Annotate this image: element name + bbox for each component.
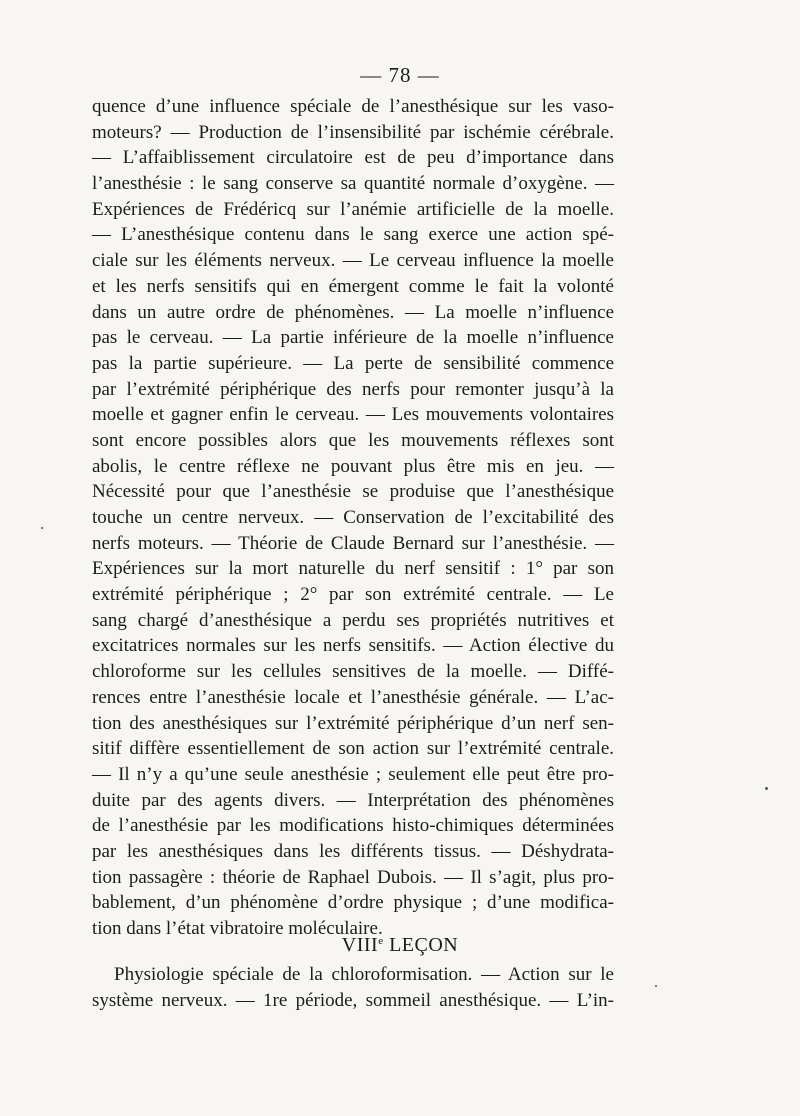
text-line: nerfs moteurs. — Théorie de Claude Bernard sur l’anesthésie. —	[92, 532, 614, 554]
paper-speck	[655, 985, 657, 987]
text-line: système nerveux. — 1re période, sommeil anesthésique. — L’in-	[92, 989, 614, 1011]
text-line: Nécessité pour que l’anesthésie se produise que l’anesthésique	[92, 481, 614, 503]
text-line: chloroforme sur les cellules sensitives de la moelle. — Diffé-	[92, 661, 614, 683]
paper-speck	[765, 787, 768, 790]
text-line: — L’affaiblissement circulatoire est de peu d’importance dans	[92, 147, 614, 169]
text-line: touche un centre nerveux. — Conservation de l’excitabilité des	[92, 507, 614, 528]
paper-speck	[41, 527, 43, 529]
text-line: ciale sur les éléments nerveux. — Le cerveau influence la moelle	[92, 250, 614, 272]
text-line: sitif diffère essentiellement de son action sur l’extrémité centrale.	[92, 738, 614, 760]
text-line: pas la partie supérieure. — La perte de sensibilité commence	[92, 352, 614, 374]
text-line: duite par des agents divers. — Interprétation des phénomènes	[92, 789, 614, 811]
lesson-heading	[0, 934, 800, 957]
text-line: tion passagère : théorie de Raphael Dubois. — Il s’agit, plus pro-	[92, 866, 614, 888]
text-line: quence d’une influence spéciale de l’anesthésique sur les vaso-	[92, 96, 614, 117]
summary-paragraph	[92, 94, 614, 942]
text-line: dans un autre ordre de phénomènes. — La moelle n’influence	[92, 301, 614, 323]
text-line: moelle et gagner enfin le cerveau. — Les mouvements volontaires	[92, 404, 614, 426]
text-line: — L’anesthésique contenu dans le sang exerce une action spé-	[92, 224, 614, 246]
text-line: extrémité périphérique ; 2° par son extrémité centrale. — Le	[92, 584, 614, 606]
text-line: bablement, d’un phénomène d’ordre physique ; d’une modifica-	[92, 892, 614, 914]
heading-superscript: e	[378, 935, 384, 947]
text-line: Expériences de Frédéricq sur l’anémie artificielle de la moelle.	[92, 198, 614, 220]
text-line: et les nerfs sensitifs qui en émergent comme le fait la volonté	[92, 275, 614, 297]
text-line: sont encore possibles alors que les mouvements réflexes sont	[92, 429, 614, 451]
lesson-summary	[92, 962, 614, 1013]
text-line: excitatrices normales sur les nerfs sensitifs. — Action élective du	[92, 635, 614, 657]
text-line: pas le cerveau. — La partie inférieure de la moelle n’influence	[92, 327, 614, 349]
text-line: — Il n’y a qu’une seule anesthésie ; seulement elle peut être pro-	[92, 763, 614, 785]
text-line: par les anesthésiques dans les différents tissus. — Déshydrata-	[92, 840, 614, 862]
text-line: l’anesthésie : le sang conserve sa quantité normale d’oxygène. —	[92, 173, 614, 195]
heading-numeral: VIII	[341, 934, 379, 956]
text-line: Physiologie spéciale de la chloroformisation. — Action sur le	[114, 964, 614, 985]
text-line: de l’anesthésie par les modifications histo-chimiques déterminées	[92, 815, 614, 837]
page-number: — 78 —	[360, 63, 440, 87]
text-line: moteurs? — Production de l’insensibilité par ischémie cérébrale.	[92, 121, 614, 143]
text-line: sang chargé d’anesthésique a perdu ses propriétés nutritives et	[92, 609, 614, 631]
text-line: par l’extrémité périphérique des nerfs pour remonter jusqu’à la	[92, 378, 614, 400]
heading-word: LEÇON	[383, 934, 459, 956]
text-line: tion des anesthésiques sur l’extrémité périphérique d’un nerf sen-	[92, 712, 614, 734]
text-line: tion dans l’état vibratoire moléculaire.	[92, 918, 383, 939]
text-line: Expériences sur la mort naturelle du nerf sensitif : 1° par son	[92, 558, 614, 580]
text-line: rences entre l’anesthésie locale et l’anesthésie générale. — L’ac-	[92, 686, 614, 708]
text-line: abolis, le centre réflexe ne pouvant plus être mis en jeu. —	[92, 455, 614, 477]
